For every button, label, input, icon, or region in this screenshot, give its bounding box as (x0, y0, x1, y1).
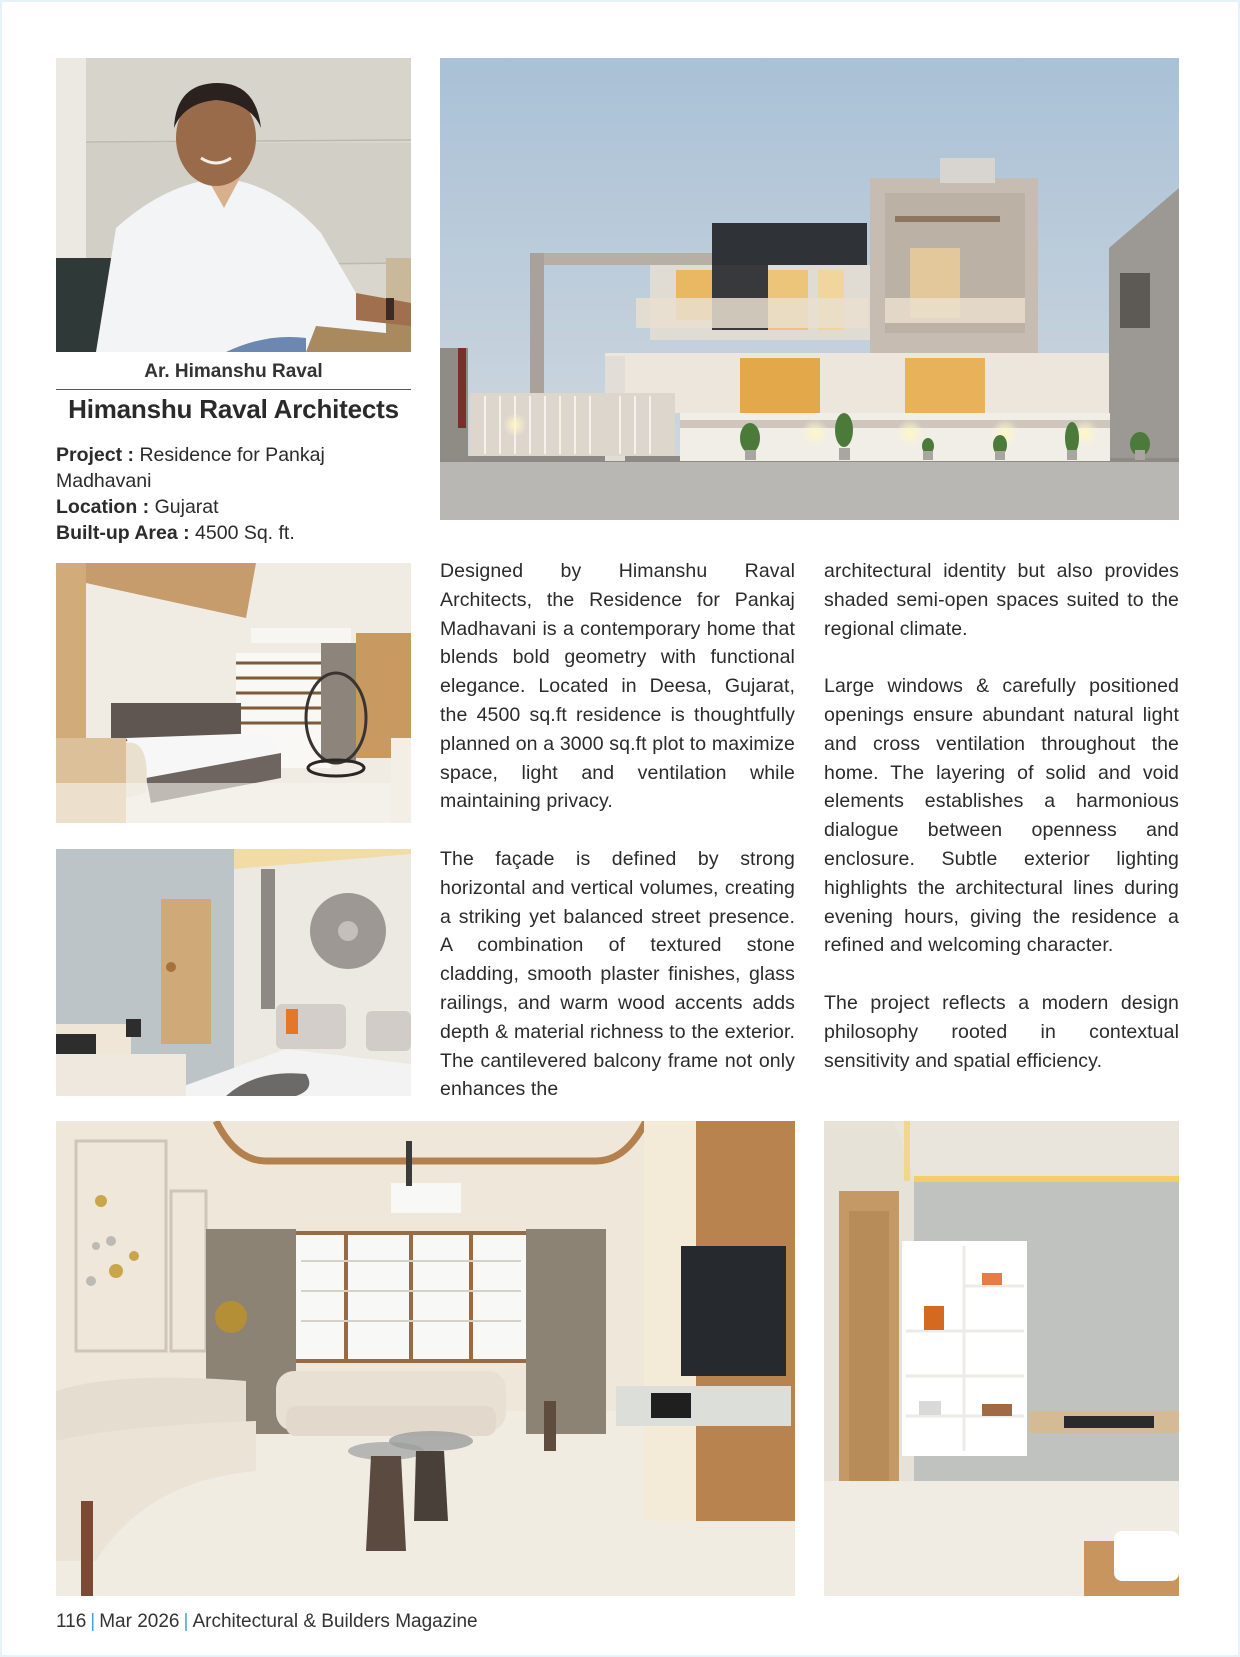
article-paragraph: The façade is defined by strong horizontal and vertical volumes, creating a striking yet balanced street presence. A combination of textured stone cladding, smooth plaster finishes, glass railings, and warm wood accents adds depth & material richness to the exterior. The cantilevered balcony frame not only enhances the (440, 847, 795, 1101)
location-value: Gujarat (154, 496, 219, 518)
article-column-2 (824, 557, 1179, 1104)
area-detail (56, 520, 411, 546)
living-room-photo (56, 1121, 795, 1596)
issue-date: Mar 2026 (99, 1611, 180, 1632)
article-paragraph: Large windows & carefully positioned openings ensure abundant natural light and cross ventilation throughout the home. The layering of solid and void elements establishes a harmonious dialogue between openness and enclosure. Subtle exterior lighting highlights the architectural lines during evening hours, giving the residence a refined and welcoming character. (824, 675, 1179, 957)
project-info (56, 442, 411, 546)
page-number: 116 (56, 1611, 87, 1632)
architect-portrait-photo (56, 58, 411, 352)
location-detail (56, 494, 411, 520)
area-value: 4500 Sq. ft. (195, 522, 295, 544)
bedroom-seating-photo (56, 849, 411, 1096)
project-label: Project : (56, 444, 135, 466)
architect-name: Ar. Himanshu Raval (56, 360, 411, 390)
article-paragraph: architectural identity but also provides shaded semi-open spaces suited to the regional climate. (824, 560, 1179, 640)
location-label: Location : (56, 496, 150, 518)
page-footer (56, 1610, 478, 1634)
bedroom-photo (56, 563, 411, 823)
publication-name: Architectural & Builders Magazine (192, 1611, 478, 1632)
project-detail (56, 442, 411, 494)
area-label: Built-up Area : (56, 522, 190, 544)
exterior-facade-photo (440, 58, 1179, 520)
article-column-1 (440, 557, 795, 1133)
footer-separator: | (183, 1611, 189, 1632)
article-paragraph: Designed by Himanshu Raval Architects, the Residence for Pankaj Madhavani is a contemporary home that blends bold geometry with functional elegance. Located in Deesa, Gujarat, the 4500 sq.ft residence is thoughtfully planned on a 3000 sq.ft plot to maximize space, light and ventilation while maintaining privacy. (440, 560, 795, 813)
display-shelf-photo (824, 1121, 1179, 1596)
firm-name: Himanshu Raval Architects (68, 394, 399, 424)
article-paragraph: The project reflects a modern design philosophy rooted in contextual sensitivity and spatial efficiency. (824, 991, 1179, 1072)
project-value: Residence for Pankaj Madhavani (56, 444, 325, 492)
footer-separator: | (90, 1611, 96, 1632)
